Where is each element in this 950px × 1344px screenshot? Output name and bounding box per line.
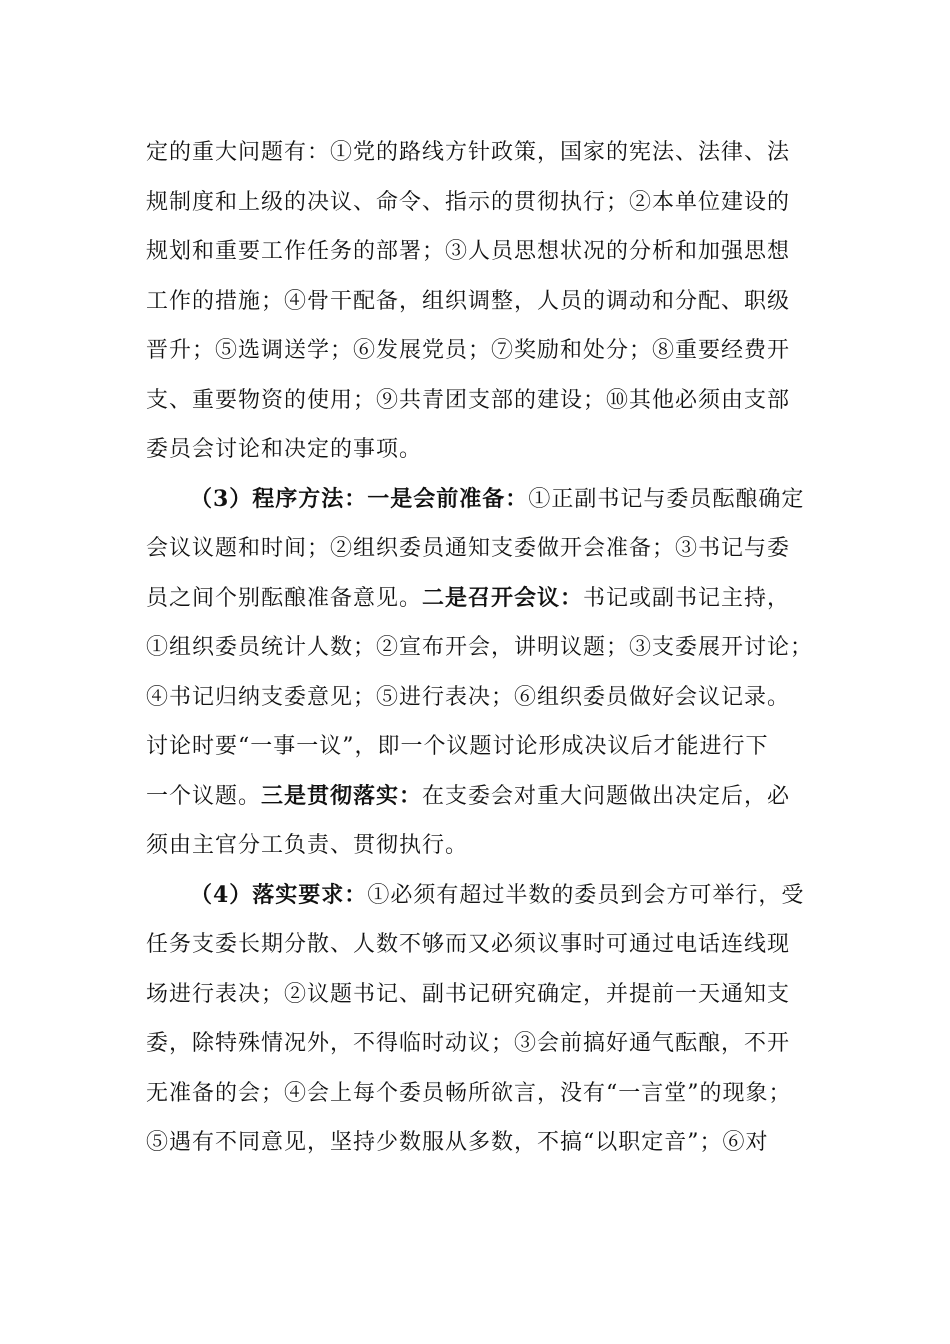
text-line bbox=[146, 1019, 816, 1069]
text-line bbox=[146, 227, 816, 277]
text-line bbox=[146, 425, 816, 475]
bold-phrase: 三是贯彻落实： bbox=[261, 782, 423, 809]
text-run: 讨论时要“一事一议”，即一个议题讨论形成决议后才能进行下 bbox=[146, 734, 769, 759]
text-run: 场进行表决；②议题书记、副书记研究确定，并提前一天通知支 bbox=[146, 981, 791, 1007]
text-line bbox=[146, 277, 816, 327]
text-line bbox=[146, 1118, 816, 1168]
text-run: 书记或副书记主持， bbox=[583, 585, 791, 611]
text-run: 在支委会对重大问题做出决定后，必 bbox=[422, 783, 791, 809]
bold-phrase: 二是召开会议： bbox=[422, 584, 584, 611]
text-line bbox=[146, 178, 816, 228]
section-4-heading-line bbox=[146, 871, 816, 921]
text-run: 无准备的会；④会上每个委员畅所欲言，没有“一言堂”的现象； bbox=[146, 1080, 792, 1106]
text-run: 须由主官分工负责、贯彻执行。 bbox=[146, 833, 469, 858]
text-line bbox=[146, 623, 816, 673]
text-line bbox=[146, 128, 816, 178]
text-run: ④书记归纳支委意见；⑤进行表决；⑥组织委员做好会议记录。 bbox=[146, 684, 791, 710]
text-run: ①必须有超过半数的委员到会方可举行，受 bbox=[367, 882, 805, 908]
text-run: 会议议题和时间；②组织委员通知支委做开会准备；③书记与委 bbox=[146, 536, 791, 561]
text-run: 工作的措施；④骨干配备，组织调整，人员的调动和分配、职级 bbox=[146, 288, 791, 314]
section-3-heading-line bbox=[146, 475, 816, 525]
text-run: 规制度和上级的决议、命令、指示的贯彻执行；②本单位建设的 bbox=[146, 189, 791, 215]
text-run: 定的重大问题有：①党的路线方针政策，国家的宪法、法律、法 bbox=[146, 140, 791, 165]
text-run: 员之间个别酝酿准备意见。 bbox=[146, 585, 423, 611]
text-run: 委，除特殊情况外，不得临时动议；③会前搞好通气酝酿，不开 bbox=[146, 1031, 791, 1056]
text-run: 支、重要物资的使用；⑨共青团支部的建设；⑩其他必须由支部 bbox=[146, 387, 791, 413]
text-run: ①正副书记与委员酝酿确定 bbox=[528, 486, 805, 512]
text-line bbox=[146, 772, 816, 822]
text-run: 一个议题。 bbox=[146, 783, 262, 809]
text-run: 委员会讨论和决定的事项。 bbox=[146, 437, 423, 462]
text-line bbox=[146, 326, 816, 376]
document-body bbox=[146, 128, 816, 1168]
text-line bbox=[146, 673, 816, 723]
section-heading: （4）落实要求： bbox=[190, 881, 368, 908]
text-run: 晋升；⑤选调送学；⑥发展党员；⑦奖励和处分；⑧重要经费开 bbox=[146, 338, 791, 363]
text-run: ①组织委员统计人数；②宣布开会，讲明议题；③支委展开讨论； bbox=[146, 635, 814, 660]
text-line bbox=[146, 524, 816, 574]
text-line bbox=[146, 376, 816, 426]
text-line bbox=[146, 970, 816, 1020]
text-line bbox=[146, 821, 816, 871]
text-line bbox=[146, 722, 816, 772]
text-line bbox=[146, 1069, 816, 1119]
text-run: ⑤遇有不同意见，坚持少数服从多数，不搞“以职定音”；⑥对 bbox=[146, 1130, 769, 1155]
text-line bbox=[146, 574, 816, 624]
section-heading: （3）程序方法：一是会前准备： bbox=[190, 485, 529, 512]
text-run: 规划和重要工作任务的部署；③人员思想状况的分析和加强思想 bbox=[146, 239, 791, 264]
text-run: 任务支委长期分散、人数不够而又必须议事时可通过电话连线现 bbox=[146, 932, 791, 957]
text-line bbox=[146, 920, 816, 970]
